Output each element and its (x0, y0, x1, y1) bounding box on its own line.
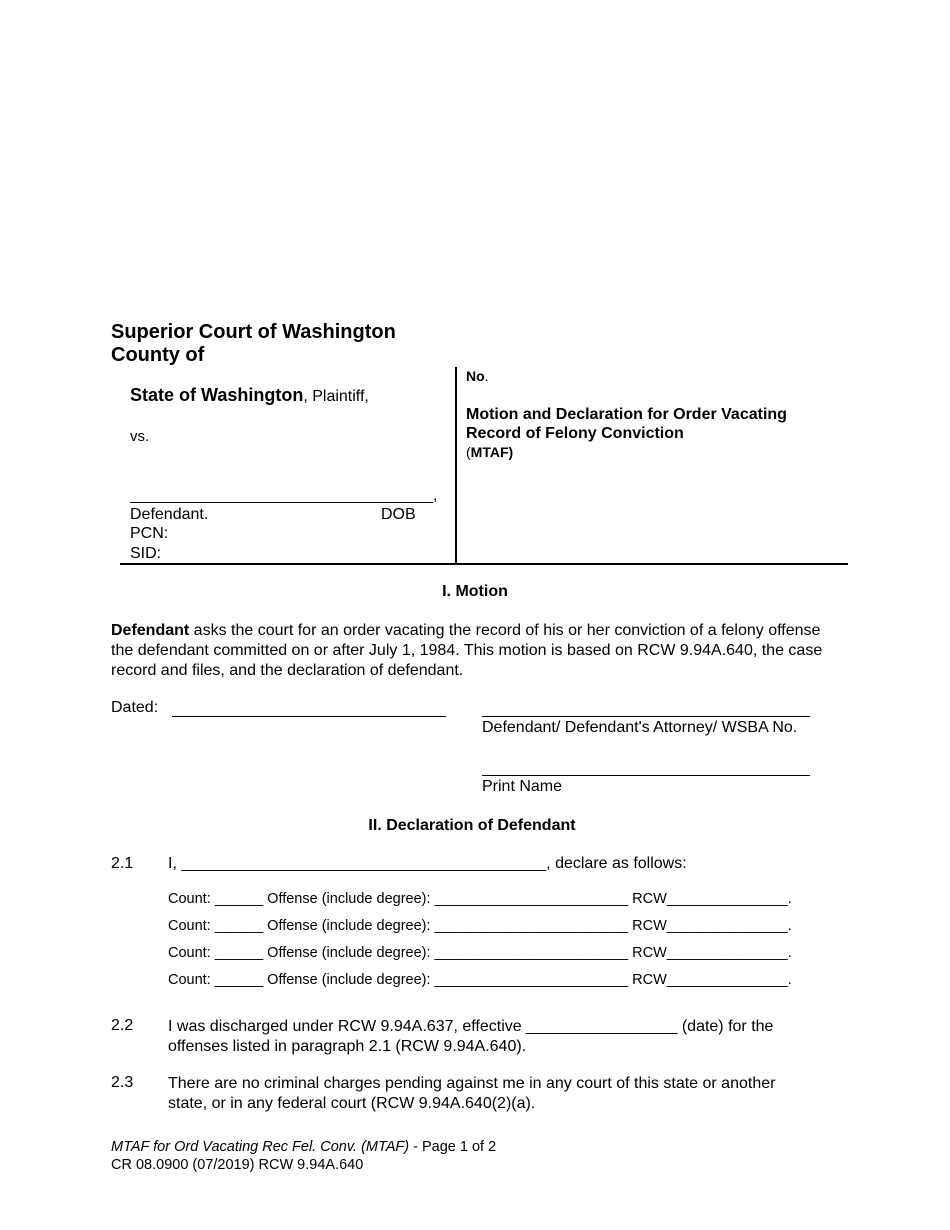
print-name-line (482, 775, 810, 776)
count-row: Count: ______ Offense (include degree): ________________________ RCW_______________. (168, 945, 792, 961)
section-heading-declaration: II. Declaration of Defendant (368, 817, 576, 834)
motion-paragraph (111, 621, 826, 681)
document-title-line2: Record of Felony Conviction (466, 425, 684, 442)
motion-lead: Defendant (111, 622, 190, 639)
footer-form-code: CR 08.0900 (07/2019) RCW 9.94A.640 (111, 1157, 364, 1173)
count-row: Count: ______ Offense (include degree): ________________________ RCW_______________. (168, 918, 792, 934)
paragraph-2-3-text: There are no criminal charges pending against me in any court of this state or another state, or in any federal court (RCW 9.94A.640(2)(a). (168, 1075, 776, 1112)
defendant-name-line (130, 502, 433, 503)
motion-body: asks the court for an order vacating the record of his or her conviction of a felony offense the defendant committed on or after July 1, 1984. This motion is based on RCW 9.94A.640, the case record and files, and the declaration of defendant. (111, 622, 823, 679)
paragraph-2-1-number: 2.1 (111, 855, 134, 872)
pcn-label: PCN: (130, 525, 169, 542)
defendant-comma: , (433, 487, 438, 504)
document-title-line1: Motion and Declaration for Order Vacating (466, 406, 787, 423)
paragraph-2-1-text: I, _________________________________________, declare as follows: (168, 855, 687, 872)
plaintiff-suffix: , Plaintiff, (303, 388, 369, 405)
paragraph-2-2-text: I was discharged under RCW 9.94A.637, effective _________________ (date) for the offenses listed in paragraph 2.1 (RCW 9.94A.640). (168, 1018, 774, 1055)
document-abbreviation: (MTAF) (466, 444, 514, 460)
dated-line (172, 716, 446, 717)
dob-label: DOB (381, 506, 416, 523)
sid-label: SID: (130, 545, 162, 562)
section-heading-motion: I. Motion (442, 583, 508, 600)
defendant-label: Defendant. (130, 506, 209, 523)
footer-form-line (111, 1138, 496, 1156)
case-number-label: No. (466, 368, 489, 384)
footer-form-name: MTAF for Ord Vacating Rec Fel. Conv. (MTAF) (111, 1139, 410, 1155)
paragraph-2-3-number: 2.3 (111, 1074, 134, 1091)
plaintiff-line (130, 385, 369, 406)
caption-vertical-divider (455, 367, 457, 564)
signature-label: Defendant/ Defendant's Attorney/ WSBA No. (482, 719, 798, 736)
count-row: Count: ______ Offense (include degree): ________________________ RCW_______________. (168, 972, 792, 988)
versus-label: vs. (130, 428, 150, 445)
document-title (466, 405, 787, 443)
print-name-label: Print Name (482, 778, 563, 795)
paragraph-2-2-number: 2.2 (111, 1017, 134, 1034)
plaintiff-name: State of Washington (130, 385, 304, 405)
page-footer (111, 1138, 496, 1174)
count-row: Count: ______ Offense (include degree): ________________________ RCW_______________. (168, 891, 792, 907)
caption-bottom-rule (120, 563, 848, 565)
footer-page-number: - Page 1 of 2 (409, 1139, 497, 1155)
county-label: County of (111, 344, 205, 366)
dated-label: Dated: (111, 699, 159, 716)
court-name: Superior Court of Washington (111, 321, 396, 343)
signature-line (482, 716, 810, 717)
